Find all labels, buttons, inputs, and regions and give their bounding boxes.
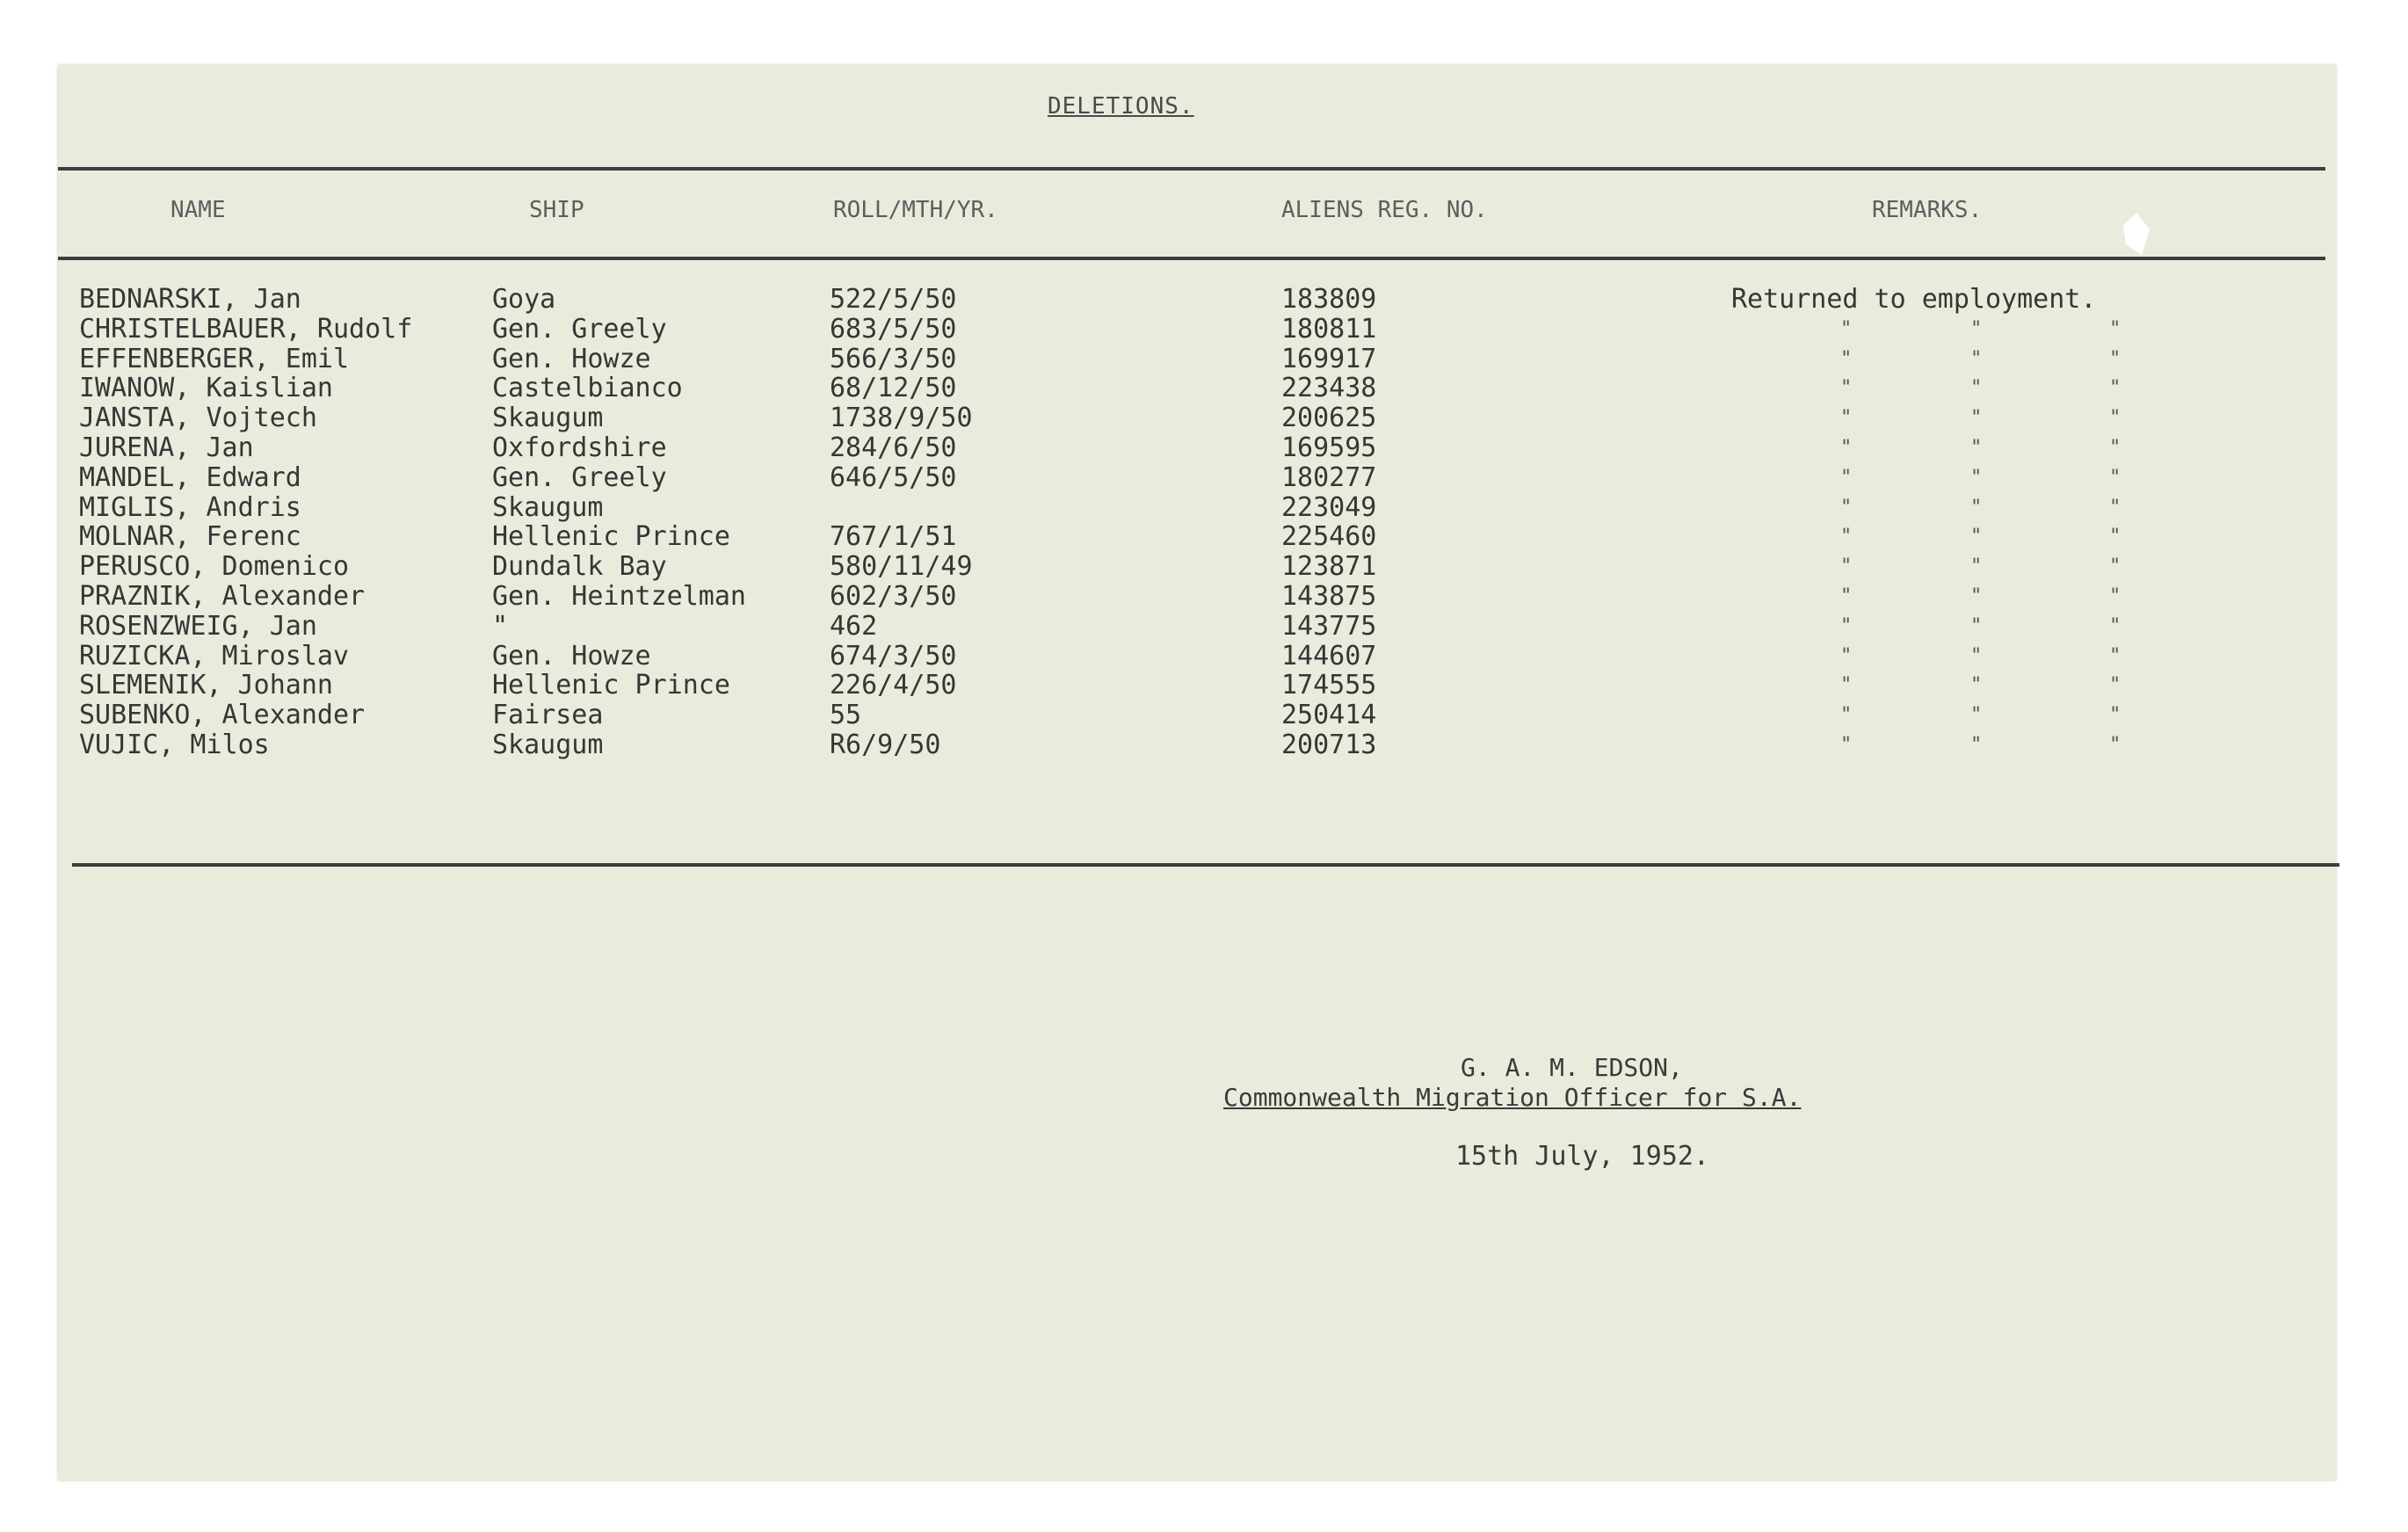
cell-remarks [1731,315,2122,345]
cell-name: ROSENZWEIG, Jan [79,610,317,642]
ditto-mark: " [1840,674,1853,697]
cell-remarks [1731,552,2122,582]
document-title: DELETIONS. [1048,93,1194,120]
cell-remarks [1731,345,2122,374]
cell-reg-no: 200625 [1281,403,1377,434]
cell-ship: Skaugum [492,403,604,434]
ditto-mark: " [2109,555,2122,578]
ditto-mark: " [2109,377,2122,400]
cell-remarks [1731,671,2122,701]
ditto-mark: " [2109,436,2122,459]
table-row [58,285,2336,315]
ditto-mark: " [1840,555,1853,578]
ditto-mark: " [2109,466,2122,489]
cell-roll: 683/5/50 [830,313,957,345]
ditto-mark: " [1840,614,1853,637]
table-row [58,374,2336,403]
cell-name: CHRISTELBAUER, Rudolf [79,313,413,345]
cell-remarks [1731,582,2122,612]
paper-tear [2123,213,2150,255]
ditto-mark: " [2109,704,2122,727]
cell-roll: 462 [830,610,878,642]
cell-reg-no: 225460 [1281,521,1377,553]
cell-name: PERUSCO, Domenico [79,551,350,583]
cell-reg-no: 180277 [1281,461,1377,493]
cell-ship: Castelbianco [492,373,683,404]
table-row [58,701,2336,730]
column-header-remarks: REMARKS. [1872,197,1983,223]
ditto-mark: " [1840,407,1853,430]
ditto-mark: " [1840,466,1853,489]
cell-reg-no: 223049 [1281,491,1377,523]
signatory-name: G. A. M. EDSON, [1461,1053,1683,1082]
cell-ship: Gen. Howze [492,343,651,374]
cell-roll: 284/6/50 [830,432,957,463]
cell-roll: 674/3/50 [830,640,957,672]
cell-reg-no: 183809 [1281,284,1377,315]
ditto-mark: " [1970,347,1983,370]
cell-ship: Hellenic Prince [492,521,730,553]
ditto-mark: " [1970,466,1983,489]
ditto-mark: " [1970,436,1983,459]
cell-remarks [1731,522,2122,552]
cell-reg-no: 169917 [1281,343,1377,374]
cell-name: MIGLIS, Andris [79,491,301,523]
ditto-mark: " [1970,317,1983,340]
header-rule [58,257,2325,260]
column-header-ship: SHIP [529,197,584,223]
ditto-mark: " [1840,347,1853,370]
cell-ship: Goya [492,284,556,315]
cell-ship: Skaugum [492,491,604,523]
ditto-mark: " [2109,584,2122,607]
cell-reg-no: 200713 [1281,729,1377,760]
cell-reg-no: 180811 [1281,313,1377,345]
ditto-mark: " [2109,733,2122,756]
ditto-mark: " [2109,347,2122,370]
cell-roll: 767/1/51 [830,521,957,553]
cell-roll: 522/5/50 [830,284,957,315]
cell-roll: 1738/9/50 [830,403,973,434]
ditto-mark: " [1970,526,1983,548]
table-row [58,612,2336,642]
cell-remarks [1731,463,2122,493]
cell-remarks: Returned to employment. [1731,284,2097,315]
ditto-mark: " [1840,377,1853,400]
cell-remarks [1731,403,2122,433]
document-page [58,65,2336,1480]
cell-name: EFFENBERGER, Emil [79,343,350,374]
column-header-reg-no: ALIENS REG. NO. [1281,197,1488,223]
cell-name: VUJIC, Milos [79,729,270,760]
table-row [58,345,2336,374]
cell-remarks [1731,701,2122,730]
cell-remarks [1731,730,2122,760]
cell-roll: 580/11/49 [830,551,973,583]
ditto-mark: " [2109,407,2122,430]
cell-name: RUZICKA, Miroslav [79,640,350,672]
ditto-mark: " [2109,644,2122,667]
ditto-mark: " [2109,526,2122,548]
ditto-mark: " [1840,496,1853,519]
cell-ship: Hellenic Prince [492,670,730,701]
ditto-mark: " [1970,377,1983,400]
cell-roll: 68/12/50 [830,373,957,404]
cell-ship: Gen. Howze [492,640,651,672]
cell-ship: Gen. Greely [492,313,667,345]
cell-ship: " [492,610,509,642]
column-header-name: NAME [170,197,226,223]
ditto-mark: " [1840,584,1853,607]
table-row [58,403,2336,433]
bottom-rule [72,863,2339,867]
cell-roll: 55 [830,700,862,731]
ditto-mark: " [1970,555,1983,578]
column-header-roll: ROLL/MTH/YR. [833,197,998,223]
document-date: 15th July, 1952. [1455,1141,1709,1172]
ditto-mark: " [1970,407,1983,430]
table-row [58,315,2336,345]
cell-reg-no: 144607 [1281,640,1377,672]
ditto-mark: " [2109,674,2122,697]
cell-ship: Oxfordshire [492,432,667,463]
cell-name: IWANOW, Kaislian [79,373,333,404]
table-row [58,463,2336,493]
cell-reg-no: 123871 [1281,551,1377,583]
cell-reg-no: 143775 [1281,610,1377,642]
cell-roll: 566/3/50 [830,343,957,374]
cell-ship: Dundalk Bay [492,551,667,583]
signatory-title: Commonwealth Migration Officer for S.A. [1223,1083,1802,1112]
cell-ship: Gen. Heintzelman [492,580,746,612]
table-row [58,433,2336,463]
ditto-mark: " [1970,704,1983,727]
cell-name: MOLNAR, Ferenc [79,521,301,553]
table-row [58,493,2336,523]
cell-remarks [1731,642,2122,672]
ditto-mark: " [1970,644,1983,667]
deletions-table [58,285,2336,760]
cell-name: MANDEL, Edward [79,461,301,493]
cell-roll: 602/3/50 [830,580,957,612]
cell-reg-no: 223438 [1281,373,1377,404]
cell-reg-no: 143875 [1281,580,1377,612]
ditto-mark: " [1840,526,1853,548]
cell-name: BEDNARSKI, Jan [79,284,301,315]
table-row [58,671,2336,701]
ditto-mark: " [1970,733,1983,756]
table-row [58,552,2336,582]
cell-remarks [1731,433,2122,463]
ditto-mark: " [1970,584,1983,607]
cell-ship: Fairsea [492,700,604,731]
cell-remarks [1731,493,2122,523]
ditto-mark: " [2109,317,2122,340]
ditto-mark: " [1970,614,1983,637]
cell-remarks [1731,612,2122,642]
cell-roll: 226/4/50 [830,670,957,701]
table-row [58,730,2336,760]
cell-reg-no: 169595 [1281,432,1377,463]
cell-name: PRAZNIK, Alexander [79,580,366,612]
table-row [58,582,2336,612]
ditto-mark: " [1970,496,1983,519]
table-row [58,642,2336,672]
ditto-mark: " [2109,496,2122,519]
cell-name: SUBENKO, Alexander [79,700,366,731]
cell-reg-no: 174555 [1281,670,1377,701]
cell-name: SLEMENIK, Johann [79,670,333,701]
ditto-mark: " [1840,733,1853,756]
cell-ship: Skaugum [492,729,604,760]
top-rule [58,167,2325,171]
cell-remarks [1731,374,2122,403]
ditto-mark: " [1840,436,1853,459]
ditto-mark: " [1840,317,1853,340]
table-row [58,522,2336,552]
ditto-mark: " [1970,674,1983,697]
cell-roll: 646/5/50 [830,461,957,493]
cell-ship: Gen. Greely [492,461,667,493]
cell-name: JURENA, Jan [79,432,254,463]
ditto-mark: " [1840,644,1853,667]
cell-name: JANSTA, Vojtech [79,403,317,434]
ditto-mark: " [2109,614,2122,637]
cell-roll: R6/9/50 [830,729,941,760]
ditto-mark: " [1840,704,1853,727]
cell-reg-no: 250414 [1281,700,1377,731]
